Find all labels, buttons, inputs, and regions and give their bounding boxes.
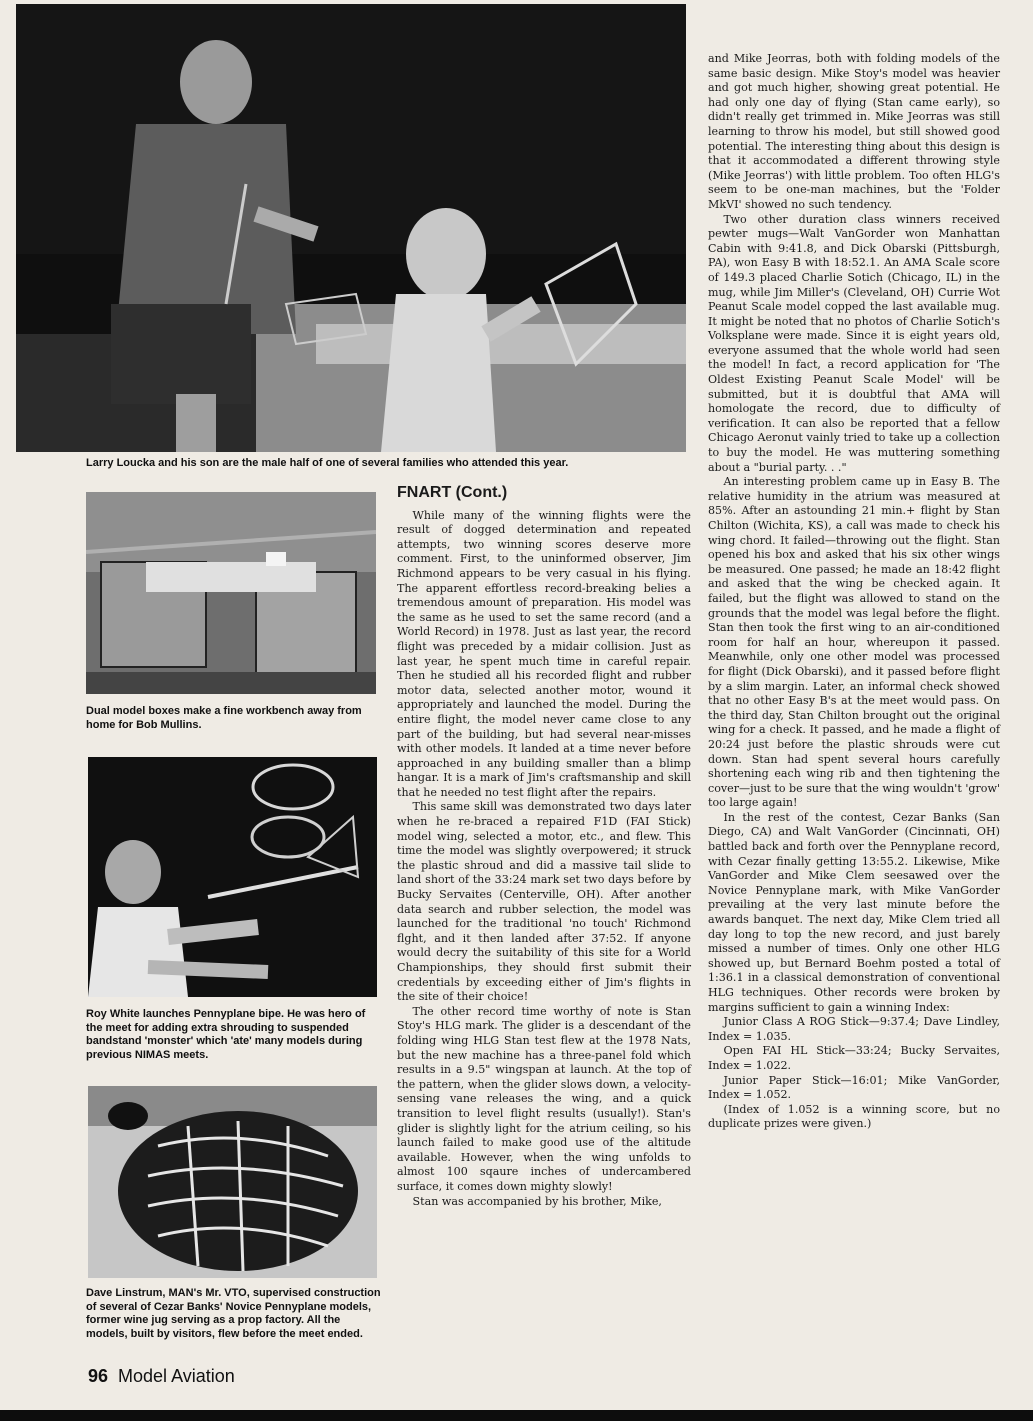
workbench-caption: Dual model boxes make a fine workbench away from home for Bob Mullins. — [86, 705, 362, 731]
paragraph: and Mike Jeorras, both with folding models of the same basic design. Mike Stoy's model was heavier and got much higher, showing great potential. He had only one day of flying (Stan came early), so didn't really get trimmed in. Mike Jeorras was still learning to throw his model, but still showed good potential. The interesting thing about this design is that it accommodated a different throwing style (Mike Jeorras') with little problem. Too often HLG's seem to be one-man machines, but the 'Folder MkVI' showed no such tendency. — [708, 52, 1000, 211]
photo-workbench — [86, 492, 376, 694]
article-middle-column — [397, 486, 691, 1209]
photo-loucka-family — [16, 4, 686, 452]
paragraph: Two other duration class winners received pewter mugs—Walt VanGorder won Manhattan Cabin with 9:41.8, and Dick Obarski (Pittsburgh, PA), won Easy B with 18:52.1. An AMA Scale score of 149.3 placed Charlie Sotich (Chicago, IL) in the mug, while Jim Miller's (Cleveland, OH) Currie Wot Peanut Scale model copped the last available mug. It might be noted that no photos of Charlie Sotich's Volksplane were made. Since it is eight years old, everyone assumed that the whole world had seen the model! In fact, a record application for 'The Oldest Existing Peanut Scale Model' will be submitted, but it is doubtful that AMA will homologate the record, due to difficulty of verification. It can also be reported that a fellow Chicago Aeronut vainly tried to take up a collection to buy the model. He was muttering something about a "burial party. . ." — [708, 212, 1000, 474]
paragraph: Stan was accompanied by his brother, Mike, — [412, 1194, 662, 1208]
article-heading: FNART (Cont.) — [397, 484, 508, 501]
page-footer — [88, 1366, 235, 1387]
paragraph: While many of the winning flights were the result of dogged determination and repeated attempts, two winning scores deserve more comment. First, to the uninformed observer, Jim Richmond appears to be very casual in his flying. The apparent effortless record-breaking belies a tremendous amount of preparation. His model was the same as he used to set the same record (and a World Record) in 1978. Just as last year, the record flight was preceded by a midair collision. Just as last year, he spent much time in careful repair. Then he studied all his recorded flight and rubber motor data, selected another motor, wound it appropriately and launched the model. During the entire flight, the model never came close to any part of the building, but had several near-misses with other models. It landed at a time never before approached in any building smaller than a blimp hangar. It is a mark of Jim's craftsmanship and skill that he needed no test flight after the repairs. — [397, 508, 691, 799]
paragraph: This same skill was demonstrated two days later when he re-braced a repaired F1D (FAI Stick) model wing, selected a motor, etc., and flew. This time the model was slightly overpowered; it struck the plastic shroud and did a massive tail slide to land short of the 33:24 mark set two days before by Bucky Servaites (Centerville, OH). After another data search and rubber selection, the model was launched for the traditional 'no touch' Richmond flght, and it then landed after 37:52. If anyone would decry the suitability of this site for a World Championships, they should first submit their credentials by exceeding either of Jim's flights in the site of their choice! — [397, 800, 691, 1004]
photo-dave-linstrum — [88, 1086, 377, 1278]
roy-white-caption: Roy White launches Pennyplane bipe. He was hero of the meet for adding extra shrouding to suspended bandstand 'monster' which 'ate' many models during previous NIMAS meets. — [86, 1008, 366, 1061]
magazine-name: Model Aviation — [118, 1366, 235, 1386]
paragraph: In the rest of the contest, Cezar Banks (San Diego, CA) and Walt VanGorder (Cincinnati, OH) battled back and forth over the Pennyplane record, with Cezar finally getting 13:55.2. Likewise, Mike VanGorder and Mike Clem seesawed over the Novice Pennyplane mark, with Mike VanGorder prevailing at the very last minute before the awards banquet. The next day, Mike Clem tried all day long to top the new record, and just barely missed a number of times. Only one other HLG showed up, but Bernard Boehm posted a total of 1:36.1 in a classical demonstration of conventional HLG techniques. Other records were broken by margins sufficient to gain a winning Index: — [708, 810, 1000, 1014]
page-number: 96 — [88, 1366, 109, 1386]
paragraph: An interesting problem came up in Easy B. The relative humidity in the atrium was measured at 85%. After an astounding 21 min.+ flight by Stan Chilton (Wichita, KS), a call was made to check his wing chord. It failed—throwing out the flight. Stan opened his box and asked that his six other wings be measured. One passed; he made an 18:42 flight and asked that the wing be checked again. It failed, but the flight was allowed to stand on the grounds that the model was legal before the flight. Stan then took the first wing to an air-conditioned room for half an hour, whereupon it passed. Meanwhile, only one other model was processed for flight (Dick Obarski), and it passed before flight by a slim margin. Later, an informal check showed that no other Easy B's at the meet would pass. On the third day, Stan Chilton brought out the original wing for a check. It passed, and he made a flight of 20:24 just before the plastic shrouds were cut down. Stan had spent several hours carefully shortening each wing rib and then tightening the cover—just to be sure that the wing wouldn't 'grow' too large again! — [708, 475, 1001, 810]
scan-edge — [0, 1410, 1033, 1421]
photo-roy-white — [88, 757, 377, 997]
record-entry: Junior Class A ROG Stick—9:37.4; Dave Lindley, Index = 1.035. — [708, 1015, 1000, 1043]
dave-linstrum-caption: Dave Linstrum, MAN's Mr. VTO, supervised construction of several of Cezar Banks' Novice Pennyplane models, former wine jug serving as a prop factory. All the models, built by visitors, flew before the meet ended. — [86, 1287, 381, 1340]
record-entry: Open FAI HL Stick—33:24; Bucky Servaites, Index = 1.022. — [708, 1044, 1000, 1072]
top-photo-caption: Larry Loucka and his son are the male half of one of several families who attended this year. — [86, 457, 569, 469]
article-right-column — [708, 52, 1000, 1132]
paragraph: The other record time worthy of note is Stan Stoy's HLG mark. The glider is a descendant of the folding wing HLG Stan test flew at the 1978 Nats, but the new machine has a three-panel fold which results in a 9.5" wingspan at launch. At the top of the pattern, when the glider slows down, a velocity-sensing vane releases the wing, and a quick transition to level flight results (usually!). Stan's glider is slightly light for the atrium ceiling, so his launch failed to make good use of the altitude available. However, when the wing unfolds to almost 100 sqaure inches of undercambered surface, it comes down mighty slowly! — [397, 1004, 691, 1193]
paragraph: (Index of 1.052 is a winning score, but no duplicate prizes were given.) — [708, 1102, 1000, 1131]
record-entry: Junior Paper Stick—16:01; Mike VanGorder, Index = 1.052. — [708, 1073, 1000, 1102]
